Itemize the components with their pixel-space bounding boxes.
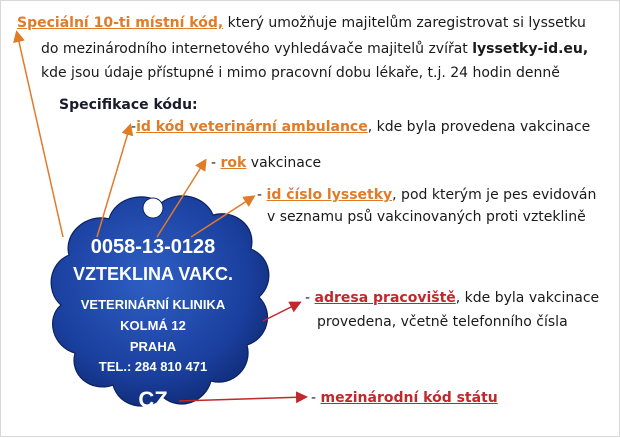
address-rest-1: , kde byla vakcinace (455, 290, 600, 306)
country-highlight: mezinárodní kód státu (320, 390, 498, 406)
intro-line-3 (41, 65, 560, 82)
tag-city: PRAHA (129, 339, 177, 354)
year-dash: - (211, 155, 221, 171)
item-lyssetka-line-2: v seznamu psů vakcinovaných proti vzteklině (267, 209, 586, 225)
item-year (211, 155, 321, 172)
year-rest: vakcinace (246, 155, 322, 171)
address-dash: - (305, 290, 315, 306)
item-country (311, 390, 498, 407)
arrow-to-intro (17, 33, 63, 237)
ambulance-rest: , kde byla provedena vakcinace (367, 119, 591, 135)
intro-line-2 (41, 41, 588, 58)
arrow-to-address (263, 303, 299, 321)
tag-phone: TEL.: 284 810 471 (98, 359, 208, 374)
tag-clinic: VETERINÁRNÍ KLINIKA (80, 297, 226, 312)
intro-site: lyssetky-id.eu, (472, 41, 589, 57)
lyssetka-rest-1: , pod kterým je pes evidován (392, 187, 597, 203)
tag-code: 0058-13-0128 (90, 236, 216, 258)
spec-title: Specifikace kódu: (59, 97, 198, 113)
ambulance-highlight: id kód veterinární ambulance (136, 119, 368, 135)
intro-highlight: Speciální 10-ti místní kód, (17, 15, 224, 31)
tag-vaccine: VZTEKLINA VAKC. (73, 264, 233, 284)
lyssetka-highlight: id číslo lyssetky (266, 187, 393, 203)
ambulance-dash: - (131, 119, 137, 135)
tag-hole (143, 198, 163, 218)
item-ambulance (131, 119, 590, 136)
item-address (305, 290, 599, 307)
intro-line-1 (17, 15, 586, 32)
tag-country: CZ (138, 387, 168, 412)
item-address-line-2: provedena, včetně telefonního čísla (317, 314, 568, 330)
country-dash: - (311, 390, 321, 406)
intro-line-1-rest: který umožňuje majitelům zaregistrovat si lyssetku (227, 15, 586, 31)
item-lyssetka (257, 187, 596, 204)
year-highlight: rok (220, 155, 247, 171)
intro-line-3-text: kde jsou údaje přístupné i mimo pracovní dobu lékaře, t.j. 24 hodin denně (41, 65, 560, 81)
lyssetka-dash: - (257, 187, 267, 203)
tag-street: KOLMÁ 12 (120, 318, 186, 333)
address-highlight: adresa pracoviště (314, 290, 456, 306)
intro-line-2-text: do mezinárodního internetového vyhledávače majitelů zvířat (41, 41, 468, 57)
